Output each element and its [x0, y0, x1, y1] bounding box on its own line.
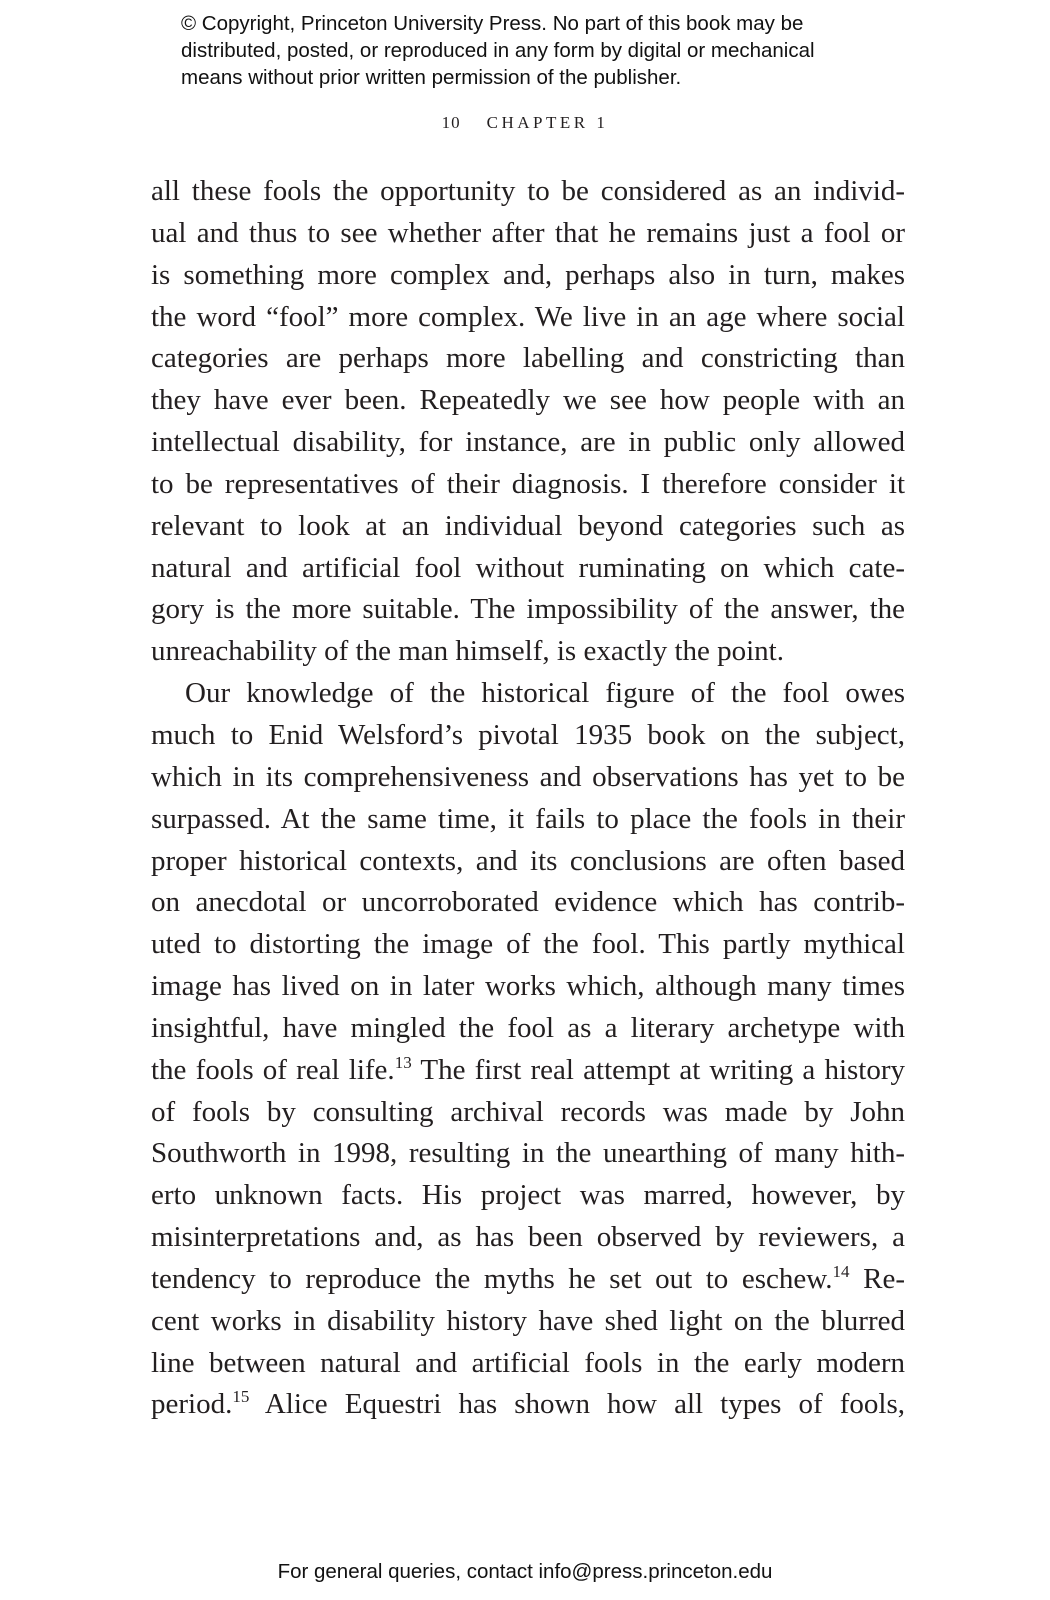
text-segment: Re- [849, 1262, 905, 1295]
footer-contact: For general queries, contact info@press.princeton.edu [277, 1560, 773, 1583]
text-line: all these fools the opportunity to be considered as an individ- [151, 175, 905, 207]
text-line: which in its comprehensiveness and observations has yet to be [151, 760, 905, 793]
text-line: insightful, have mingled the fool as a literary archetype with [151, 1011, 905, 1044]
text-line: cent works in disability history have shed light on the blurred [151, 1304, 905, 1337]
text-line: ual and thus to see whether after that he remains just a fool or [151, 216, 905, 249]
text-line: misinterpretations and, as has been observed by reviewers, a [151, 1221, 905, 1254]
text-line: they have ever been. Repeatedly we see how people with an [151, 384, 905, 417]
text-line: intellectual disability, for instance, are in public only allowed [151, 426, 905, 459]
text-line [151, 1050, 905, 1092]
text-segment: Alice Equestri has shown how all types of fools, [249, 1388, 905, 1421]
text-line: on anecdotal or uncorroborated evidence which has contrib- [151, 886, 905, 919]
copyright-line: means without prior written permission of the publisher. [181, 66, 682, 89]
copyright-line: © Copyright, Princeton University Press. No part of this book may be [181, 12, 804, 35]
chapter-label: CHAPTER 1 [486, 113, 609, 132]
text-line: uted to distorting the image of the fool. This partly mythical [151, 928, 905, 961]
text-line: image has lived on in later works which, although many times [151, 970, 905, 1003]
text-segment: The first real attempt at writing a history [411, 1053, 906, 1086]
page-number: 10 [441, 113, 461, 132]
running-head [0, 113, 1050, 133]
body-text [151, 171, 905, 1426]
copyright-line: distributed, posted, or reproduced in any form by digital or mechanical [181, 39, 815, 62]
copyright-notice [181, 10, 921, 91]
text-line: categories are perhaps more labelling and constricting than [151, 342, 905, 375]
text-segment: period. [151, 1388, 233, 1421]
footnote-marker: 14 [832, 1261, 850, 1281]
footnote-marker: 13 [394, 1052, 412, 1072]
text-line: gory is the more suitable. The impossibility of the answer, the [151, 593, 905, 626]
text-segment: tendency to reproduce the myths he set out to eschew. [151, 1262, 833, 1295]
text-line: natural and artificial fool without ruminating on which cate- [151, 551, 905, 584]
text-line: is something more complex and, perhaps also in turn, makes [151, 258, 905, 291]
text-line: surpassed. At the same time, it fails to place the fools in their [151, 802, 905, 835]
footnote-marker: 15 [232, 1387, 250, 1407]
text-line: to be representatives of their diagnosis. I therefore consider it [151, 467, 905, 500]
text-line: much to Enid Welsford’s pivotal 1935 book on the subject, [151, 718, 905, 751]
text-line: unreachability of the man himself, is exactly the point. [151, 635, 784, 668]
text-line: of fools by consulting archival records was made by John [151, 1095, 905, 1128]
text-line: the word “fool” more complex. We live in an age where social [151, 300, 905, 333]
text-line [151, 1259, 905, 1301]
text-line: erto unknown facts. His project was marred, however, by [151, 1179, 905, 1212]
text-line: line between natural and artificial fools in the early modern [151, 1346, 905, 1379]
text-line [151, 1384, 905, 1426]
text-segment: the fools of real life. [151, 1053, 395, 1086]
text-line: Southworth in 1998, resulting in the unearthing of many hith- [151, 1137, 905, 1170]
text-line: Our knowledge of the historical figure of the fool owes [185, 677, 905, 710]
text-line: proper historical contexts, and its conclusions are often based [151, 844, 905, 877]
text-line: relevant to look at an individual beyond categories such as [151, 509, 905, 542]
